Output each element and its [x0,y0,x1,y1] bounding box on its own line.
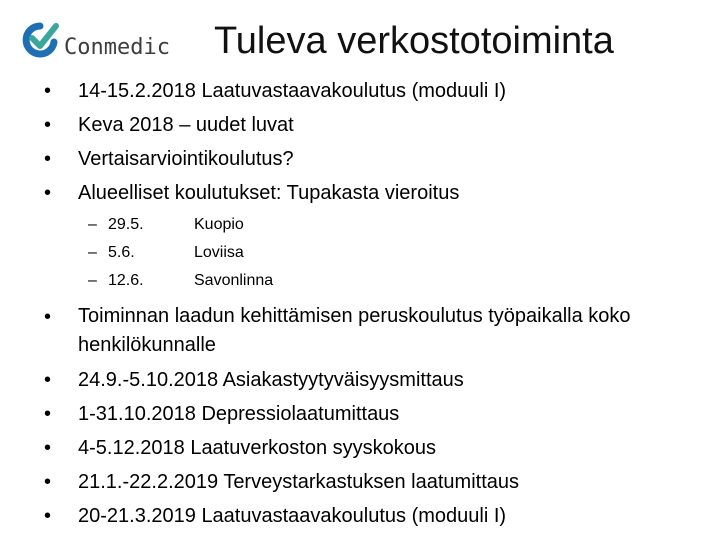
bullet-text: Keva 2018 – uudet luvat [78,114,294,136]
bullet-marker: • [44,80,52,102]
conmedic-logo [18,18,198,62]
bullet-text: Alueelliset koulutukset: Tupakasta vieroitus [78,182,460,204]
bullet-text: Toiminnan laadun kehittämisen peruskoulutus työpaikalla koko henkilökunnalle [78,305,631,356]
bullet-text: 20-21.3.2019 Laatuvastaavakoulutus (moduuli I) [78,505,507,527]
bullet-marker: • [44,437,52,459]
bullet-text: 14-15.2.2018 Laatuvastaavakoulutus (moduuli I) [78,80,507,102]
sub-item-city: Savonlinna [194,272,274,289]
logo-text: Conmedic [64,35,170,60]
bullet-text: 4-5.12.2018 Laatuverkoston syyskokous [78,437,436,459]
sub-item-dash: – [88,272,97,289]
sub-item-dash: – [88,244,97,261]
bullet-marker: • [44,306,52,328]
bullet-text: 24.9.-5.10.2018 Asiakastyytyväisyysmittaus [78,369,464,391]
bullet-marker: • [44,471,52,493]
sub-item-dash: – [88,216,97,233]
page-title: Tuleva verkostotoiminta [214,20,614,62]
sub-item-date: 12.6. [108,272,144,289]
bullet-marker: • [44,505,52,527]
bullet-marker: • [44,114,52,136]
bullet-marker: • [44,148,52,170]
sub-item-date: 29.5. [108,216,144,233]
sub-item-date: 5.6. [108,244,135,261]
bullet-text: 1-31.10.2018 Depressiolaatumittaus [78,403,400,425]
bullet-text: 21.1.-22.2.2019 Terveystarkastuksen laatumittaus [78,471,519,493]
bullet-marker: • [44,369,52,391]
conmedic-logo-icon [18,18,62,62]
bullet-marker: • [44,403,52,425]
sub-item-city: Kuopio [194,216,244,233]
bullet-text: Vertaisarviointikoulutus? [78,148,294,170]
sub-item-city: Loviisa [194,244,244,261]
bullet-marker: • [44,182,52,204]
